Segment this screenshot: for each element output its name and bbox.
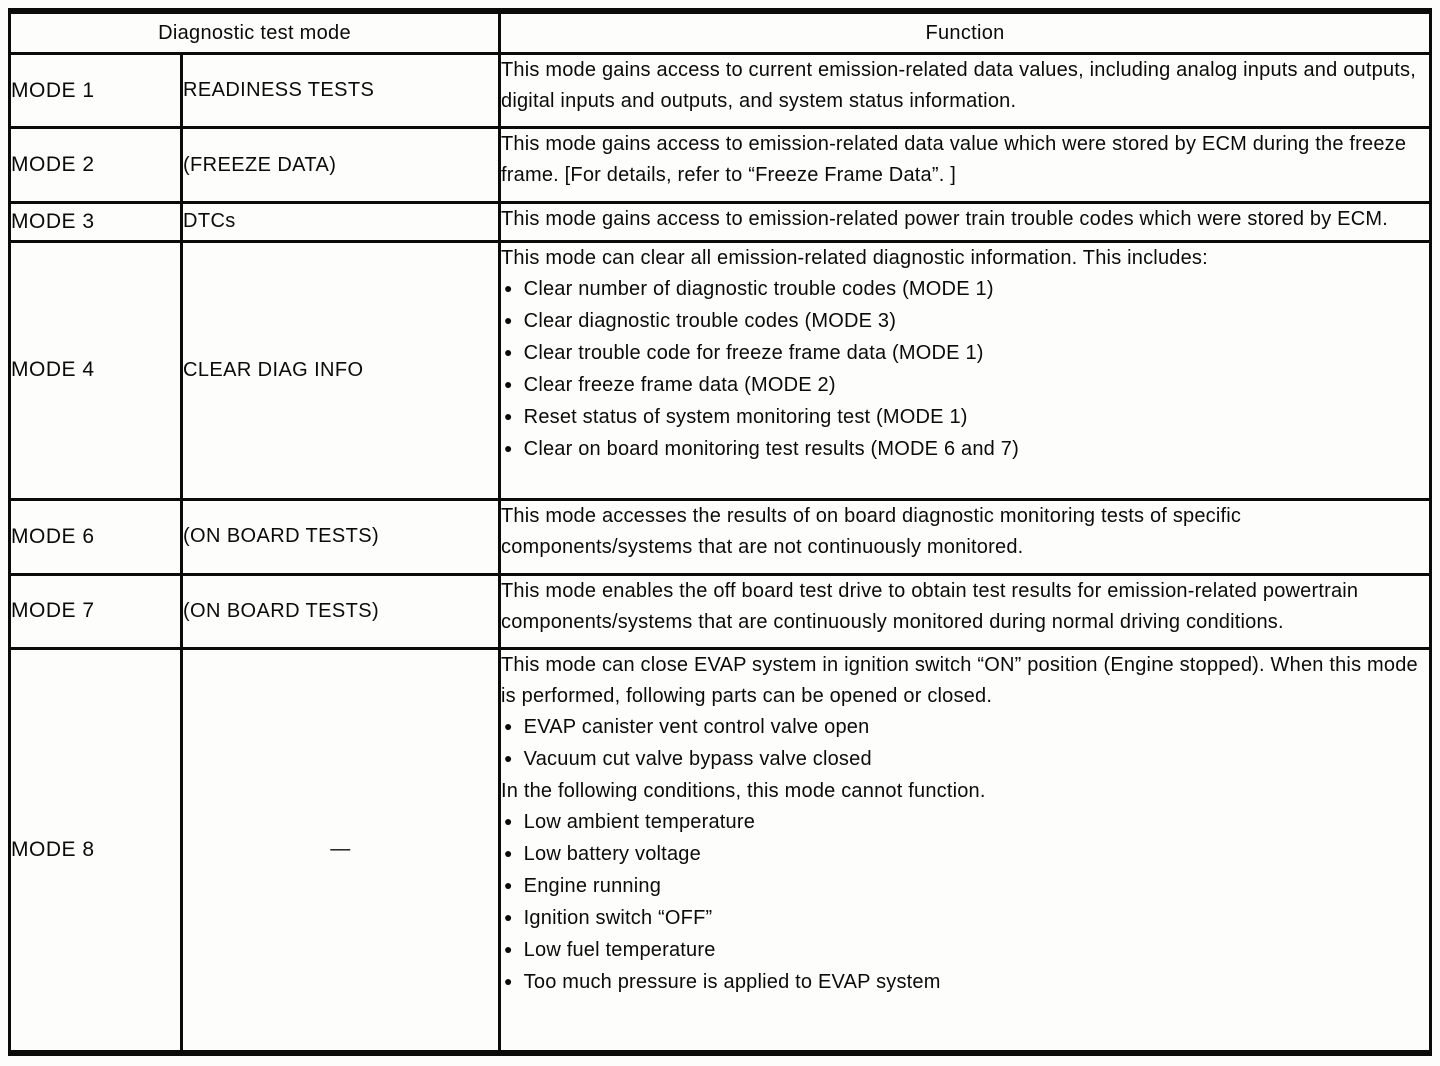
bullet-item: [501, 402, 1429, 434]
bullet-text: Ignition switch “OFF”: [523, 906, 713, 929]
bullet-item: [501, 967, 1429, 999]
bullet-icon: ●: [504, 279, 513, 296]
bullet-item: [501, 935, 1429, 967]
bullet-text: Clear diagnostic trouble codes (MODE 3): [523, 309, 897, 332]
bullet-icon: ●: [504, 812, 513, 829]
mode-cell: MODE 8: [10, 648, 182, 1053]
bullet-icon: ●: [504, 972, 513, 989]
bullet-icon: ●: [504, 375, 513, 392]
function-cell: [500, 241, 1431, 500]
bullet-text: Clear number of diagnostic trouble codes (MODE 1): [523, 277, 994, 300]
mode-name-cell: CLEAR DIAG INFO: [182, 241, 500, 500]
mode-name-cell: READINESS TESTS: [182, 54, 500, 128]
bullet-item: [501, 338, 1429, 370]
mode-cell: MODE 4: [10, 241, 182, 500]
table-row: [10, 202, 1431, 241]
mode-cell: MODE 2: [10, 128, 182, 202]
bullet-item: [501, 871, 1429, 903]
table-row: [10, 648, 1431, 1053]
mode-name-cell: (ON BOARD TESTS): [182, 574, 500, 648]
bullet-text: Low fuel temperature: [523, 938, 716, 961]
bullet-icon: ●: [504, 908, 513, 925]
bullet-text: EVAP canister vent control valve open: [523, 715, 870, 738]
table-row: [10, 241, 1431, 500]
bullet-icon: ●: [504, 407, 513, 424]
table-row: [10, 128, 1431, 202]
function-cell: [500, 574, 1431, 648]
function-text: This mode accesses the results of on board diagnostic monitoring tests of specific components/systems that are not continuously monitored.: [501, 505, 1242, 559]
function-cell: [500, 500, 1431, 574]
mode-name-cell: DTCs: [182, 202, 500, 241]
mode-cell: MODE 3: [10, 202, 182, 241]
bullet-text: Clear trouble code for freeze frame data (MODE 1): [523, 341, 984, 364]
bullet-icon: ●: [504, 343, 513, 360]
function-cell: [500, 648, 1431, 1053]
diagnostic-modes-table: [8, 8, 1432, 1056]
bullet-icon: ●: [504, 749, 513, 766]
table-row: [10, 54, 1431, 128]
header-diagnostic-test-mode: Diagnostic test mode: [10, 11, 500, 54]
mode-cell: MODE 6: [10, 500, 182, 574]
bullet-text: Reset status of system monitoring test (MODE 1): [523, 405, 968, 428]
bullet-text: Engine running: [523, 874, 662, 897]
bullet-text: Clear freeze frame data (MODE 2): [523, 373, 836, 396]
bullet-icon: ●: [504, 311, 513, 328]
bullet-text: Low battery voltage: [523, 842, 701, 865]
bullet-icon: ●: [504, 717, 513, 734]
bullet-item: [501, 712, 1429, 744]
mode-name-cell: —: [182, 648, 500, 1053]
function-text: This mode gains access to current emission-related data values, including analog inputs and outputs, digital inputs and outputs, and system status information.: [501, 59, 1416, 112]
table-body: [10, 54, 1431, 1054]
bullet-icon: ●: [504, 940, 513, 957]
bullet-text: Vacuum cut valve bypass valve closed: [523, 747, 872, 770]
mode-name-cell: (FREEZE DATA): [182, 128, 500, 202]
function-text: This mode enables the off board test drive to obtain test results for emission-related powertrain components/systems that are continuously monitored during normal driving conditions.: [501, 579, 1359, 633]
function-text: This mode can clear all emission-related diagnostic information. This includes:: [501, 246, 1208, 269]
table-row: [10, 500, 1431, 574]
table-row: [10, 574, 1431, 648]
bullet-item: [501, 807, 1429, 839]
function-text: In the following conditions, this mode cannot function.: [501, 779, 986, 802]
bullet-icon: ●: [504, 876, 513, 893]
function-cell: [500, 202, 1431, 241]
bullet-item: [501, 370, 1429, 402]
bullet-icon: ●: [504, 439, 513, 456]
function-text: This mode can close EVAP system in ignition switch “ON” position (Engine stopped). When this mode is performed, following parts can be opened or closed.: [501, 653, 1418, 707]
bullet-item: [501, 434, 1429, 466]
header-function: Function: [500, 11, 1431, 54]
bullet-item: [501, 274, 1429, 306]
bullet-text: Clear on board monitoring test results (MODE 6 and 7): [523, 437, 1019, 460]
function-cell: [500, 128, 1431, 202]
function-text: This mode gains access to emission-related power train trouble codes which were stored by ECM.: [501, 207, 1388, 230]
bullet-item: [501, 839, 1429, 871]
mode-name-cell: (ON BOARD TESTS): [182, 500, 500, 574]
table-header-row: [10, 11, 1431, 54]
mode-cell: MODE 1: [10, 54, 182, 128]
bullet-text: Too much pressure is applied to EVAP system: [523, 970, 941, 993]
bullet-text: Low ambient temperature: [523, 810, 756, 833]
bullet-icon: ●: [504, 844, 513, 861]
function-cell: [500, 54, 1431, 128]
bullet-item: [501, 744, 1429, 776]
mode-cell: MODE 7: [10, 574, 182, 648]
bullet-item: [501, 903, 1429, 935]
function-text: This mode gains access to emission-related data value which were stored by ECM during the freeze frame. [For details, refer to “Freeze Frame Data”. ]: [501, 133, 1407, 187]
bullet-item: [501, 306, 1429, 338]
